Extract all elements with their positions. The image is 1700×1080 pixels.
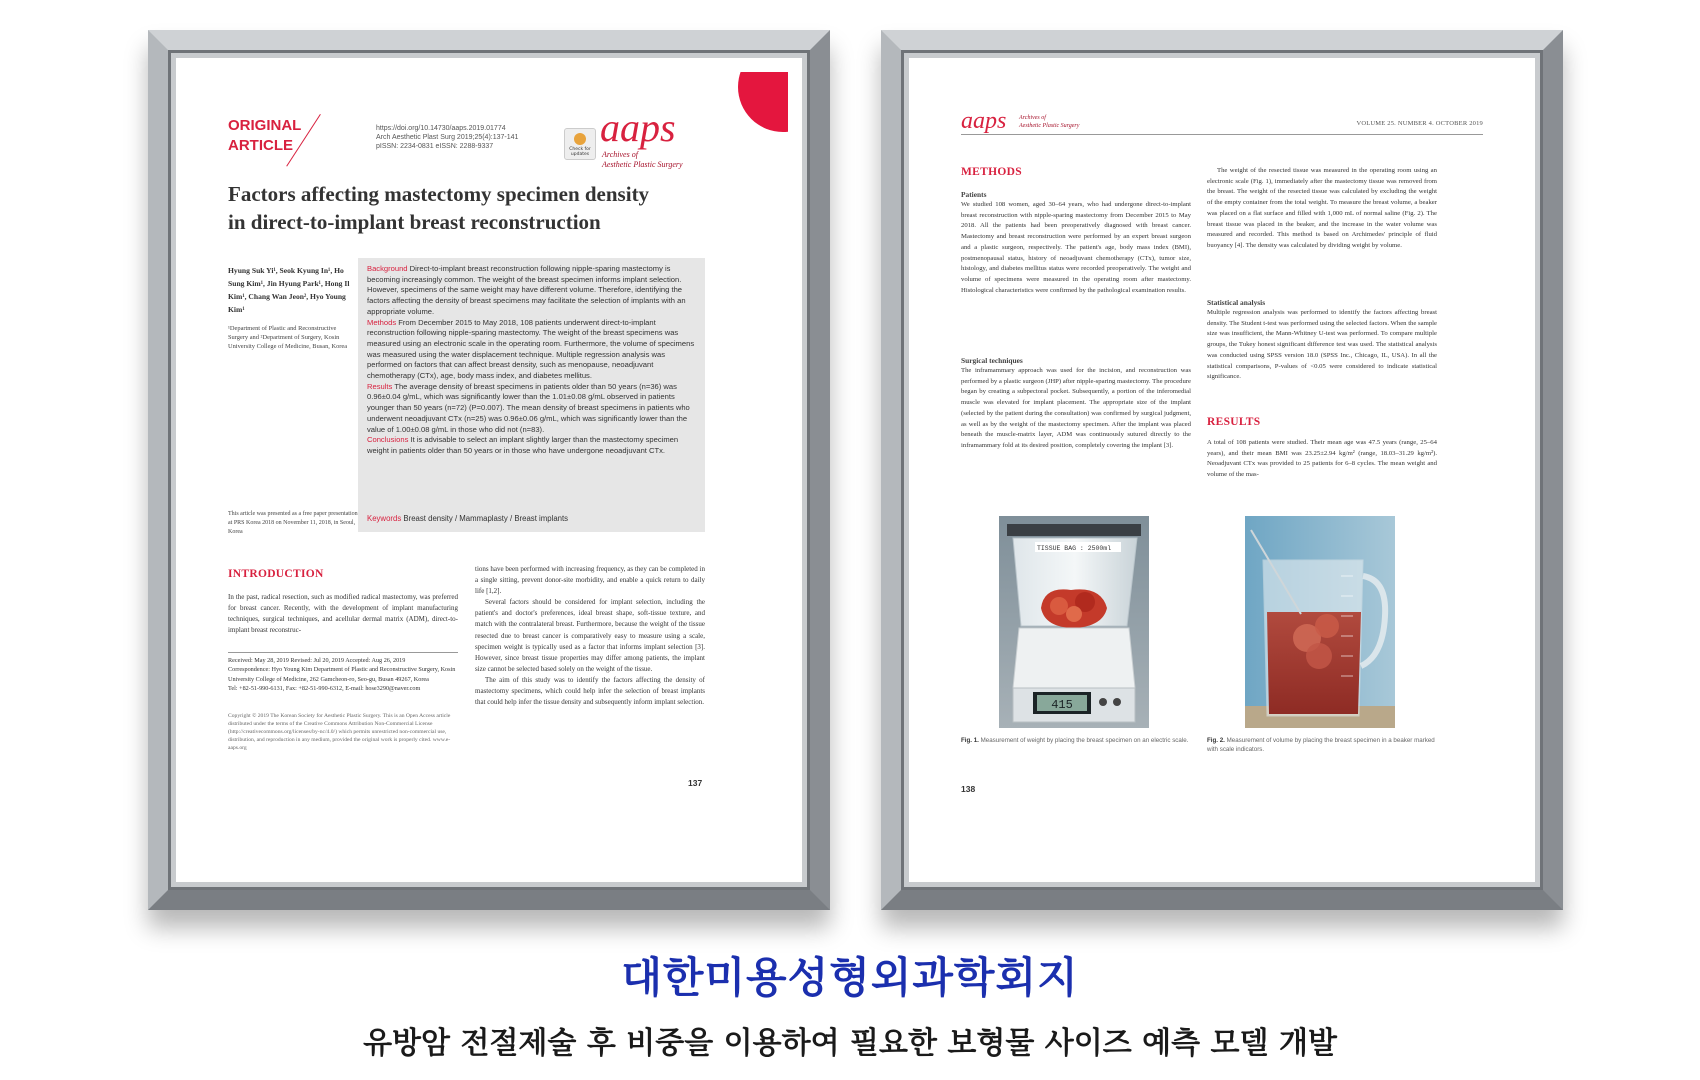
intro-paragraph-4: The aim of this study was to identify the factors affecting the density of mastectomy specimens, which could help infer the selection of breast implants that could help infer the tissue density and subsequently inform implant selection. bbox=[475, 675, 705, 707]
article-title: Factors affecting mastectomy specimen density in direct-to-implant breast reconstruction bbox=[228, 182, 650, 234]
header-rule bbox=[961, 134, 1483, 135]
methods-heading: METHODS bbox=[961, 166, 1022, 178]
figure-1-photo bbox=[999, 516, 1149, 728]
abstract-conclusions: It is advisable to select an implant slightly larger than the mastectomy specimen weight in patients older than 50 years or in those who have undergone neoadjuvant CTx. bbox=[367, 435, 679, 455]
abstract-methods: From December 2015 to May 2018, 108 patients underwent direct-to-implant reconstruction following nipple-sparing mastectomy. The weight of the breast specimens was measured using an electronic scale in the operating room. Furthermore, the volume of specimens was measured using the water displacement technique. Multiple regression analysis was performed on factors that can affect breast density, such as menopause, neoadjuvant chemotherapy (CTx), age, body mass index, and diabetes mellitus. bbox=[367, 317, 695, 381]
logo-sub-line1: Archives of bbox=[1019, 115, 1046, 121]
journal-logo-subtitle bbox=[1019, 114, 1079, 130]
page-number: 137 bbox=[688, 778, 703, 788]
volume-info: VOLUME 25. NUMBER 4. OCTOBER 2019 bbox=[1356, 120, 1483, 127]
journal-reference: Arch Aesthetic Plast Surg 2019;25(4):137-141 bbox=[376, 134, 519, 141]
fig2-label: Fig. 2. bbox=[1207, 737, 1225, 744]
intro-paragraph-3: Several factors should be considered for implant selection, including the patient's and doctor's preferences, ideal breast shape, soft-tissue texture, and match with the contralateral breast. Furthermore, because the weight of the tissue resected due to breast cancer is comparatively easy to measure using a scale, specimen weight is typically used as a factor that informs implant selection [3]. However, since breast tissue properties may differ among patients, the implant size cannot be selected based solely on the weight of the tissue. bbox=[475, 598, 705, 673]
weight-measurement-paragraph: The weight of the resected tissue was measured in the operating room using an electronic scale (Fig. 1), immediately after the mastectomy tissue was removed from the breast. The weight of the resected tissue was calculated by excluding the weight of the empty container from the total weight. To measure the breast volume, a beaker was placed on a flat surface and filled with 1,000 mL of normal saline (Fig. 2). The breast tissue was placed in the beaker, and the increase in the water volume was measured and recorded. This method is based on Archimedes' principle of fluid buoyancy [4]. The density was calculated by dividing weight by volume. bbox=[1207, 167, 1437, 249]
results-heading: RESULTS bbox=[1207, 416, 1261, 428]
doi-text: https://doi.org/10.14730/aaps.2019.01774 bbox=[376, 125, 506, 132]
issn-text: pISSN: 2234-0831 eISSN: 2288-9337 bbox=[376, 143, 494, 150]
correspondence: Correspondence: Hyo Young Kim Department of Plastic and Reconstructive Surgery, Kosin University College of Medicine, 262 Gamcheon-ro, Seo-gu, Busan 49267, Korea bbox=[228, 666, 456, 683]
logo-sub-line2: Aesthetic Plastic Surgery bbox=[602, 160, 683, 169]
logo-sub-line1: Archives of bbox=[602, 150, 638, 159]
keywords bbox=[367, 514, 568, 523]
patients-heading: Patients bbox=[961, 190, 987, 199]
journal-logo: aaps bbox=[961, 108, 1007, 134]
introduction-heading: INTRODUCTION bbox=[228, 568, 324, 580]
journal-logo-subtitle bbox=[602, 150, 683, 170]
introduction-left-column bbox=[228, 592, 458, 636]
crossmark-label: Check for updates bbox=[569, 147, 591, 157]
abstract-background-label: Background bbox=[367, 264, 408, 273]
keywords-label: Keywords bbox=[367, 514, 402, 523]
patients-paragraph: We studied 108 women, aged 30–64 years, who had undergone direct-to-implant breast reconstruction with nipple-sparing mastectomy from December 2015 to May 2018. All the patients had been preoperatively diagnosed with breast cancer. Mastectomy and breast reconstruction were performed by an expert breast surgeon and a plastic surgeon, respectively. The patient's age, body mass index (BMI), postmenopausal status, history of neoadjuvant chemotherapy (CTx), tumor size, histology, and diabetes mellitus status were recorded preoperatively. The weight and volume of specimens were measured in the operating room after mastectomy. Histological characteristics were confirmed by the pathological examination results. bbox=[961, 201, 1191, 294]
bag-label: TISSUE BAG : 2500ml bbox=[1037, 545, 1112, 552]
intro-paragraph-2: tions have been performed with increasing frequency, as they can be completed in a single sitting, prevent donor-site morbidity, and enable a quick return to daily life [1,2]. bbox=[475, 565, 705, 596]
article-type-label bbox=[228, 116, 301, 156]
red-corner-circle bbox=[738, 72, 788, 132]
surgical-techniques-paragraph: The inframammary approach was used for the incision, and reconstruction was performed by a plastic surgeon (JHP) after nipple-sparing mastectomy. The procedure began by creating a subpectoral pocket. Subsequently, a portion of the inferomedial muscle was elevated for implant placement. The appropriate size of the implant (selected by the patient during the consultation) was confirmed by surgical judgment, as well as by the weight of the mastectomy specimen. After the implant was placed beneath the muscle-matrix layer, ADM was continuously sutured directly to the inframammary fold at its desired position, completely covering the implant [3]. bbox=[961, 367, 1191, 449]
affiliation: ¹Department of Plastic and Reconstructive Surgery and ²Department of Surgery, Kosin University College of Medicine, Busan, Korea bbox=[228, 325, 348, 350]
footnote-rule bbox=[228, 652, 458, 653]
surgical-techniques-heading: Surgical techniques bbox=[961, 356, 1023, 365]
fig2-caption-text: Measurement of volume by placing the breast specimen in a beaker marked with scale indicators. bbox=[1207, 737, 1435, 753]
abstract-box bbox=[358, 258, 705, 532]
statistical-analysis-heading: Statistical analysis bbox=[1207, 298, 1266, 307]
intro-paragraph-1: In the past, radical resection, such as modified radical mastectomy, was preferred for breast cancer. Recently, with the development of implant manufacturing techniques, surgical techniques, and acellular dermal matrix (ADM), direct-to-implant breast reconstruc- bbox=[228, 593, 458, 635]
fig1-caption-text: Measurement of weight by placing the breast specimen on an electric scale. bbox=[980, 737, 1189, 744]
abstract-results: The average density of breast specimens in patients older than 50 years (n=36) was 0.96±0.04 g/mL, which was significantly lower than the 1.01±0.08 g/mL observed in patients younger than 50 years (n=72) (P=0.007). The mean density of breast specimens in patients who underwent neoadjuvant CTx (n=25) was 0.96±0.06 g/mL, which was significantly lower than the value of 1.00±0.08 g/mL in those who did not (n=83). bbox=[367, 381, 690, 434]
left-picture-frame bbox=[148, 30, 830, 910]
statistical-analysis-paragraph: Multiple regression analysis was performed to identify the factors affecting breast density. The Student t-test was performed using the selected factors. When the sample size was insufficient, the Mann-Whitney U-test was performed. To compare multiple groups, the Tukey honest significant difference test was used. The statistical analysis was conducted using SPSS version 18.0 (SPSS Inc., Chicago, IL, USA). In all the statistical comparisons, P-values of <0.05 were considered to indicate statistical significance. bbox=[1207, 309, 1437, 381]
scale-reading: 415 bbox=[1051, 698, 1073, 712]
caption-title: 대한미용성형외과학회지 bbox=[621, 953, 1079, 1002]
abstract-background: Direct-to-implant breast reconstruction following nipple-sparing mastectomy is becoming increasingly common. The weight of the breast specimen informs implant selection. However, specimens of the same weight may have different volume. Therefore, identifying the factors affecting the density of breast specimens may facilitate the selection of implants with an appropriate volume. bbox=[367, 264, 686, 316]
article-page-138 bbox=[923, 72, 1521, 868]
article-page-137 bbox=[190, 72, 788, 868]
label-original: ORIGINAL bbox=[228, 117, 302, 134]
abstract-results-label: Results bbox=[367, 381, 393, 391]
right-picture-frame bbox=[881, 30, 1563, 910]
abstract-conclusions-label: Conclusions bbox=[367, 435, 409, 445]
journal-logo: aaps bbox=[600, 105, 676, 150]
article-history bbox=[228, 656, 460, 693]
figure-2-photo bbox=[1245, 516, 1395, 728]
caption-subtitle: 유방암 전절제술 후 비중을 이용하여 필요한 보형물 사이즈 예측 모델 개발 bbox=[363, 1026, 1337, 1061]
check-for-updates-icon bbox=[564, 128, 596, 160]
fig1-label: Fig. 1. bbox=[961, 737, 979, 744]
scale-photo-illustration bbox=[999, 516, 1149, 728]
figure-2-caption bbox=[1207, 736, 1439, 754]
figure-1-caption bbox=[961, 736, 1193, 745]
keywords-text: Breast density / Mammaplasty / Breast implants bbox=[403, 514, 569, 523]
results-paragraph: A total of 108 patients were studied. Their mean age was 47.5 years (range, 25–64 years), and their mean BMI was 23.25±2.94 kg/m² (range, 18.03–31.29 kg/m²). Neoadjuvant CTx was provided to 25 patients for 6–8 cycles. The mean weight and volume of the mas- bbox=[1207, 439, 1437, 479]
doi-block bbox=[376, 124, 518, 151]
abstract-methods-label: Methods bbox=[367, 317, 397, 327]
page-number: 138 bbox=[961, 784, 976, 794]
presentation-note: This article was presented as a free paper presentation at PRS Korea 2018 on November 11, 2018, in Seoul, Korea bbox=[228, 511, 358, 535]
logo-sub-line2: Aesthetic Plastic Surgery bbox=[1019, 123, 1080, 129]
beaker-photo-illustration bbox=[1245, 516, 1395, 728]
label-article: ARTICLE bbox=[228, 137, 293, 154]
copyright-notice: Copyright © 2019 The Korean Society for Aesthetic Plastic Surgery. This is an Open Access article distributed under the terms of the Creative Commons Attribution Non-Commercial License (http://creativecommons.org/licenses/by-nc/4.0/) which permits unrestricted non-commercial use, distribution, and reproduction in any medium, provided the original work is properly cited. www.e-aaps.org bbox=[228, 713, 451, 751]
received-dates: Received: May 28, 2019 Revised: Jul 20, 2019 Accepted: Aug 26, 2019 bbox=[228, 657, 406, 664]
author-list: Hyung Suk Yi¹, Seok Kyung In¹, Ho Sung Kim¹, Jin Hyung Park¹, Hong Il Kim¹, Chang Wan Jeon², Hyo Young Kim¹ bbox=[228, 266, 350, 314]
contact-info: Tel: +82-51-990-6131, Fax: +82-51-990-6312, E-mail: hose3290@naver.com bbox=[228, 684, 421, 692]
introduction-right-column bbox=[475, 564, 705, 708]
